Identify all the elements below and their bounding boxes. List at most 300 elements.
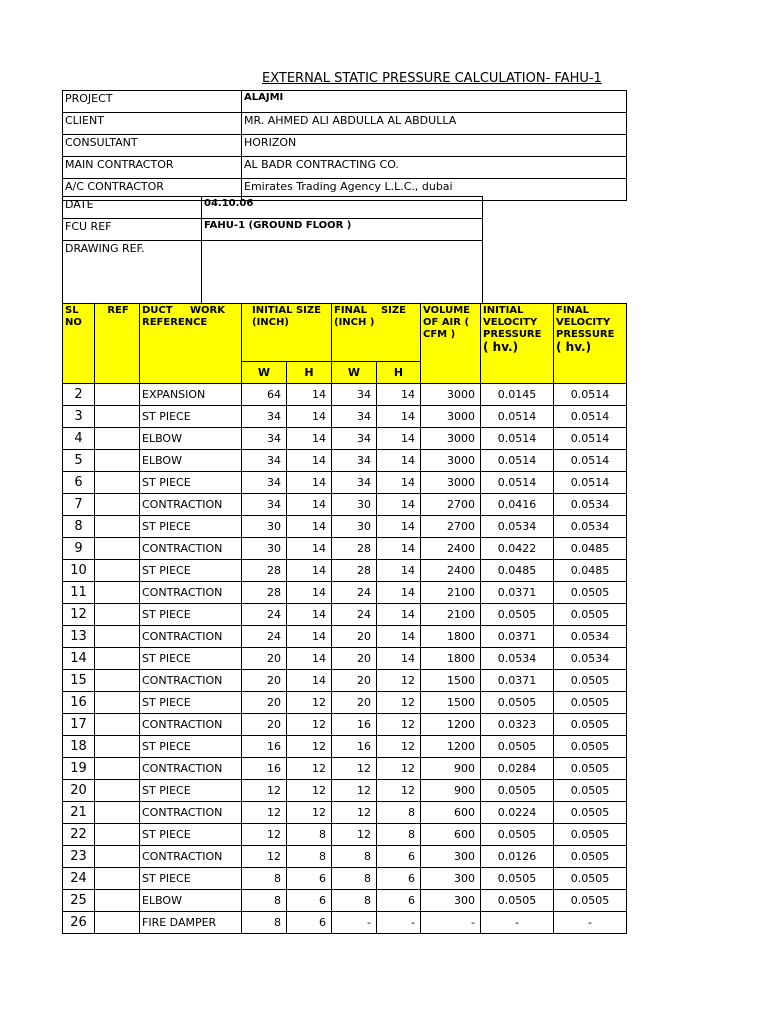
cell-initial-h: 14 [287, 582, 332, 604]
table-row [63, 494, 627, 516]
cell-final-vp: 0.0514 [554, 384, 627, 406]
cell-ref [95, 406, 140, 428]
cell-ref [95, 582, 140, 604]
cell-sl-no: 26 [63, 912, 95, 934]
cell-initial-h: 6 [287, 868, 332, 890]
cell-sl-no: 12 [63, 604, 95, 626]
cell-final-w: 34 [332, 428, 377, 450]
header-duct-work [140, 304, 242, 384]
header-duct-b: WORK [190, 305, 225, 316]
cell-final-vp: 0.0514 [554, 428, 627, 450]
cell-initial-vp: 0.0514 [481, 428, 554, 450]
cell-final-h: 14 [377, 472, 421, 494]
cell-duct-ref: ST PIECE [140, 516, 242, 538]
meta-label: DATE [63, 197, 202, 219]
cell-initial-vp: 0.0505 [481, 736, 554, 758]
sheet-title: EXTERNAL STATIC PRESSURE CALCULATION- FAHU-1 [262, 71, 602, 86]
cell-final-vp: 0.0505 [554, 692, 627, 714]
cell-volume: 1200 [421, 714, 481, 736]
cell-final-w: 20 [332, 670, 377, 692]
cell-ref [95, 516, 140, 538]
cell-volume: 2100 [421, 582, 481, 604]
cell-final-w: 12 [332, 824, 377, 846]
cell-final-h: - [377, 912, 421, 934]
cell-initial-vp: 0.0514 [481, 472, 554, 494]
cell-final-h: 8 [377, 802, 421, 824]
cell-volume: 2700 [421, 516, 481, 538]
cell-volume: 900 [421, 780, 481, 802]
cell-volume: 3000 [421, 472, 481, 494]
cell-ref [95, 890, 140, 912]
cell-sl-no: 19 [63, 758, 95, 780]
cell-duct-ref: CONTRACTION [140, 802, 242, 824]
cell-ref [95, 824, 140, 846]
meta-row-date [63, 197, 483, 219]
table-row [63, 516, 627, 538]
cell-initial-h: 12 [287, 714, 332, 736]
cell-initial-h: 12 [287, 802, 332, 824]
cell-final-w: 34 [332, 384, 377, 406]
cell-duct-ref: ST PIECE [140, 560, 242, 582]
cell-volume: 600 [421, 802, 481, 824]
cell-initial-vp: 0.0422 [481, 538, 554, 560]
cell-volume: 300 [421, 846, 481, 868]
cell-initial-w: 30 [242, 538, 287, 560]
cell-initial-h: 6 [287, 912, 332, 934]
cell-ref [95, 494, 140, 516]
cell-ref [95, 868, 140, 890]
cell-duct-ref: CONTRACTION [140, 846, 242, 868]
cell-volume: 300 [421, 890, 481, 912]
header-final-velocity [554, 304, 627, 384]
subheader-initial-h: H [287, 362, 332, 384]
header-iv-unit: ( hv.) [483, 340, 519, 354]
table-row [63, 428, 627, 450]
meta-value [202, 241, 483, 306]
table-row [63, 384, 627, 406]
cell-initial-h: 14 [287, 428, 332, 450]
cell-duct-ref: ST PIECE [140, 736, 242, 758]
cell-sl-no: 8 [63, 516, 95, 538]
cell-initial-h: 14 [287, 516, 332, 538]
cell-final-vp: 0.0505 [554, 824, 627, 846]
info-label: CLIENT [63, 113, 242, 135]
meta-label: FCU REF [63, 219, 202, 241]
cell-final-w: 24 [332, 582, 377, 604]
cell-final-w: 16 [332, 714, 377, 736]
cell-final-h: 6 [377, 846, 421, 868]
cell-initial-w: 8 [242, 868, 287, 890]
cell-final-vp: 0.0514 [554, 472, 627, 494]
cell-initial-h: 6 [287, 890, 332, 912]
cell-sl-no: 10 [63, 560, 95, 582]
cell-sl-no: 3 [63, 406, 95, 428]
header-final-size [332, 304, 421, 362]
cell-final-w: 24 [332, 604, 377, 626]
cell-final-w: 16 [332, 736, 377, 758]
cell-initial-w: 20 [242, 670, 287, 692]
cell-final-vp: 0.0514 [554, 450, 627, 472]
cell-ref [95, 648, 140, 670]
info-label: CONSULTANT [63, 135, 242, 157]
cell-initial-vp: 0.0534 [481, 516, 554, 538]
header-ref: REF [95, 304, 140, 384]
cell-initial-h: 14 [287, 560, 332, 582]
cell-sl-no: 11 [63, 582, 95, 604]
header-final-c: (INCH ) [334, 317, 375, 328]
cell-final-w: 12 [332, 780, 377, 802]
cell-ref [95, 450, 140, 472]
cell-final-h: 6 [377, 868, 421, 890]
cell-volume: 2400 [421, 560, 481, 582]
cell-initial-h: 8 [287, 824, 332, 846]
table-row [63, 626, 627, 648]
cell-initial-h: 14 [287, 626, 332, 648]
cell-initial-vp: 0.0534 [481, 648, 554, 670]
cell-initial-h: 14 [287, 406, 332, 428]
cell-ref [95, 472, 140, 494]
cell-volume: 2400 [421, 538, 481, 560]
cell-final-vp: 0.0505 [554, 846, 627, 868]
cell-duct-ref: ST PIECE [140, 824, 242, 846]
calc-body [63, 384, 627, 934]
cell-initial-w: 20 [242, 714, 287, 736]
cell-ref [95, 736, 140, 758]
cell-volume: 1800 [421, 648, 481, 670]
cell-final-h: 14 [377, 648, 421, 670]
cell-final-h: 14 [377, 450, 421, 472]
cell-volume: 1500 [421, 692, 481, 714]
cell-final-h: 14 [377, 428, 421, 450]
cell-volume: 2100 [421, 604, 481, 626]
cell-initial-h: 14 [287, 538, 332, 560]
cell-final-w: 20 [332, 692, 377, 714]
cell-final-vp: 0.0505 [554, 802, 627, 824]
table-row [63, 604, 627, 626]
cell-final-h: 12 [377, 670, 421, 692]
table-row [63, 780, 627, 802]
cell-sl-no: 9 [63, 538, 95, 560]
table-row [63, 582, 627, 604]
cell-duct-ref: ST PIECE [140, 604, 242, 626]
cell-final-h: 14 [377, 560, 421, 582]
subheader-initial-w: W [242, 362, 287, 384]
cell-initial-vp: 0.0505 [481, 890, 554, 912]
cell-initial-vp: 0.0284 [481, 758, 554, 780]
cell-volume: 3000 [421, 450, 481, 472]
cell-volume: 3000 [421, 384, 481, 406]
cell-initial-vp: - [481, 912, 554, 934]
table-row [63, 802, 627, 824]
cell-final-w: 8 [332, 868, 377, 890]
cell-final-w: 34 [332, 472, 377, 494]
cell-final-h: 12 [377, 692, 421, 714]
cell-sl-no: 4 [63, 428, 95, 450]
cell-duct-ref: ELBOW [140, 428, 242, 450]
meta-label: DRAWING REF. [63, 241, 202, 306]
cell-sl-no: 16 [63, 692, 95, 714]
cell-initial-h: 8 [287, 846, 332, 868]
cell-duct-ref: ELBOW [140, 450, 242, 472]
header-fv-unit: ( hv.) [556, 340, 592, 354]
cell-ref [95, 692, 140, 714]
info-value: HORIZON [242, 135, 627, 157]
cell-duct-ref: ST PIECE [140, 406, 242, 428]
cell-volume: 3000 [421, 428, 481, 450]
table-row [63, 758, 627, 780]
table-row [63, 824, 627, 846]
cell-sl-no: 13 [63, 626, 95, 648]
cell-final-w: 30 [332, 494, 377, 516]
cell-final-vp: 0.0505 [554, 582, 627, 604]
cell-final-vp: 0.0505 [554, 670, 627, 692]
cell-initial-w: 20 [242, 648, 287, 670]
table-row [63, 450, 627, 472]
header-initial-velocity [481, 304, 554, 384]
cell-initial-vp: 0.0505 [481, 824, 554, 846]
cell-ref [95, 802, 140, 824]
cell-volume: 1500 [421, 670, 481, 692]
cell-final-w: 8 [332, 846, 377, 868]
cell-duct-ref: CONTRACTION [140, 538, 242, 560]
cell-initial-vp: 0.0371 [481, 626, 554, 648]
cell-final-vp: 0.0485 [554, 538, 627, 560]
cell-final-w: - [332, 912, 377, 934]
cell-ref [95, 912, 140, 934]
cell-ref [95, 538, 140, 560]
table-row [63, 648, 627, 670]
cell-initial-h: 12 [287, 736, 332, 758]
cell-initial-w: 28 [242, 560, 287, 582]
cell-initial-h: 12 [287, 780, 332, 802]
cell-duct-ref: ST PIECE [140, 692, 242, 714]
cell-initial-h: 14 [287, 604, 332, 626]
cell-initial-vp: 0.0323 [481, 714, 554, 736]
info-value: MR. AHMED ALI ABDULLA AL ABDULLA [242, 113, 627, 135]
cell-initial-w: 34 [242, 406, 287, 428]
table-row [63, 472, 627, 494]
cell-volume: - [421, 912, 481, 934]
cell-duct-ref: ST PIECE [140, 780, 242, 802]
cell-final-w: 20 [332, 626, 377, 648]
header-iv-label: INITIAL VELOCITY PRESSURE [483, 305, 542, 340]
cell-sl-no: 21 [63, 802, 95, 824]
cell-volume: 1200 [421, 736, 481, 758]
pressure-calc-table [62, 303, 627, 934]
cell-initial-w: 24 [242, 604, 287, 626]
cell-ref [95, 670, 140, 692]
info-row-client [63, 113, 627, 135]
cell-final-vp: 0.0514 [554, 406, 627, 428]
cell-initial-vp: 0.0416 [481, 494, 554, 516]
cell-sl-no: 17 [63, 714, 95, 736]
header-initial-size: INITIAL SIZE (INCH) [242, 304, 332, 362]
table-row [63, 670, 627, 692]
meta-row-drawing-ref [63, 241, 483, 306]
cell-final-h: 14 [377, 582, 421, 604]
cell-final-vp: 0.0505 [554, 736, 627, 758]
cell-final-w: 34 [332, 406, 377, 428]
cell-final-h: 14 [377, 406, 421, 428]
table-row [63, 890, 627, 912]
cell-final-h: 14 [377, 384, 421, 406]
table-row [63, 736, 627, 758]
cell-duct-ref: CONTRACTION [140, 670, 242, 692]
cell-duct-ref: ST PIECE [140, 648, 242, 670]
cell-initial-vp: 0.0505 [481, 868, 554, 890]
cell-final-h: 6 [377, 890, 421, 912]
project-info-table [62, 90, 627, 201]
cell-final-vp: 0.0534 [554, 516, 627, 538]
meta-row-fcu-ref [63, 219, 483, 241]
cell-initial-vp: 0.0485 [481, 560, 554, 582]
cell-final-h: 14 [377, 494, 421, 516]
cell-initial-w: 8 [242, 912, 287, 934]
info-row-consultant [63, 135, 627, 157]
cell-volume: 300 [421, 868, 481, 890]
cell-initial-vp: 0.0126 [481, 846, 554, 868]
cell-duct-ref: CONTRACTION [140, 494, 242, 516]
cell-final-h: 12 [377, 780, 421, 802]
header-duct-a: DUCT [142, 305, 173, 316]
cell-duct-ref: CONTRACTION [140, 582, 242, 604]
cell-sl-no: 7 [63, 494, 95, 516]
cell-initial-w: 28 [242, 582, 287, 604]
cell-final-vp: 0.0505 [554, 868, 627, 890]
info-row-project [63, 91, 627, 113]
info-value: Emirates Trading Agency L.L.C., dubai [242, 179, 627, 201]
cell-final-h: 14 [377, 626, 421, 648]
cell-initial-w: 30 [242, 516, 287, 538]
cell-ref [95, 384, 140, 406]
cell-volume: 1800 [421, 626, 481, 648]
cell-final-vp: 0.0534 [554, 494, 627, 516]
cell-ref [95, 846, 140, 868]
cell-sl-no: 20 [63, 780, 95, 802]
table-row [63, 560, 627, 582]
table-row [63, 846, 627, 868]
cell-initial-w: 64 [242, 384, 287, 406]
cell-sl-no: 6 [63, 472, 95, 494]
cell-duct-ref: EXPANSION [140, 384, 242, 406]
cell-initial-vp: 0.0371 [481, 670, 554, 692]
cell-initial-vp: 0.0505 [481, 604, 554, 626]
cell-initial-h: 14 [287, 494, 332, 516]
cell-initial-vp: 0.0371 [481, 582, 554, 604]
table-row [63, 538, 627, 560]
cell-duct-ref: CONTRACTION [140, 626, 242, 648]
cell-initial-h: 14 [287, 472, 332, 494]
meta-value: 04.10.06 [202, 197, 483, 219]
cell-duct-ref: CONTRACTION [140, 758, 242, 780]
table-row [63, 714, 627, 736]
cell-final-vp: 0.0485 [554, 560, 627, 582]
header-row [63, 304, 627, 362]
cell-ref [95, 626, 140, 648]
cell-initial-w: 16 [242, 736, 287, 758]
cell-initial-w: 12 [242, 780, 287, 802]
cell-initial-w: 34 [242, 428, 287, 450]
cell-final-vp: 0.0505 [554, 890, 627, 912]
cell-initial-h: 14 [287, 384, 332, 406]
table-row [63, 912, 627, 934]
cell-final-h: 8 [377, 824, 421, 846]
cell-final-w: 12 [332, 802, 377, 824]
cell-initial-w: 34 [242, 494, 287, 516]
subheader-final-w: W [332, 362, 377, 384]
cell-final-h: 12 [377, 714, 421, 736]
cell-sl-no: 5 [63, 450, 95, 472]
cell-final-w: 34 [332, 450, 377, 472]
info-label: A/C CONTRACTOR [63, 179, 242, 201]
cell-final-vp: 0.0505 [554, 714, 627, 736]
cell-initial-h: 14 [287, 450, 332, 472]
cell-initial-h: 12 [287, 692, 332, 714]
cell-initial-vp: 0.0514 [481, 406, 554, 428]
cell-final-h: 14 [377, 604, 421, 626]
cell-duct-ref: ELBOW [140, 890, 242, 912]
table-row [63, 868, 627, 890]
cell-initial-w: 24 [242, 626, 287, 648]
cell-final-vp: - [554, 912, 627, 934]
cell-initial-vp: 0.0505 [481, 692, 554, 714]
cell-initial-w: 12 [242, 802, 287, 824]
cell-sl-no: 18 [63, 736, 95, 758]
cell-final-h: 12 [377, 736, 421, 758]
cell-initial-w: 20 [242, 692, 287, 714]
cell-sl-no: 15 [63, 670, 95, 692]
cell-final-h: 14 [377, 538, 421, 560]
cell-initial-vp: 0.0505 [481, 780, 554, 802]
cell-ref [95, 604, 140, 626]
cell-final-vp: 0.0505 [554, 780, 627, 802]
cell-final-vp: 0.0505 [554, 604, 627, 626]
subheader-final-h: H [377, 362, 421, 384]
cell-final-w: 8 [332, 890, 377, 912]
reference-table [62, 196, 483, 306]
cell-volume: 900 [421, 758, 481, 780]
header-sl-no: SL NO [63, 304, 95, 384]
cell-volume: 3000 [421, 406, 481, 428]
info-label: PROJECT [63, 91, 242, 113]
header-final-b: SIZE [380, 305, 406, 316]
info-label: MAIN CONTRACTOR [63, 157, 242, 179]
info-row-main-contractor [63, 157, 627, 179]
cell-final-w: 28 [332, 560, 377, 582]
cell-sl-no: 25 [63, 890, 95, 912]
cell-final-vp: 0.0505 [554, 758, 627, 780]
cell-initial-vp: 0.0224 [481, 802, 554, 824]
header-final-a: FINAL [334, 305, 368, 316]
cell-sl-no: 2 [63, 384, 95, 406]
cell-volume: 2700 [421, 494, 481, 516]
cell-ref [95, 714, 140, 736]
cell-duct-ref: ST PIECE [140, 472, 242, 494]
cell-ref [95, 428, 140, 450]
cell-initial-h: 14 [287, 670, 332, 692]
cell-ref [95, 758, 140, 780]
cell-final-h: 14 [377, 516, 421, 538]
table-row [63, 692, 627, 714]
cell-initial-w: 34 [242, 450, 287, 472]
cell-initial-h: 14 [287, 648, 332, 670]
cell-final-vp: 0.0534 [554, 626, 627, 648]
info-value: ALAJMI [242, 91, 627, 113]
cell-sl-no: 14 [63, 648, 95, 670]
cell-final-vp: 0.0534 [554, 648, 627, 670]
header-fv-label: FINAL VELOCITY PRESSURE [556, 305, 615, 340]
cell-duct-ref: ST PIECE [140, 868, 242, 890]
